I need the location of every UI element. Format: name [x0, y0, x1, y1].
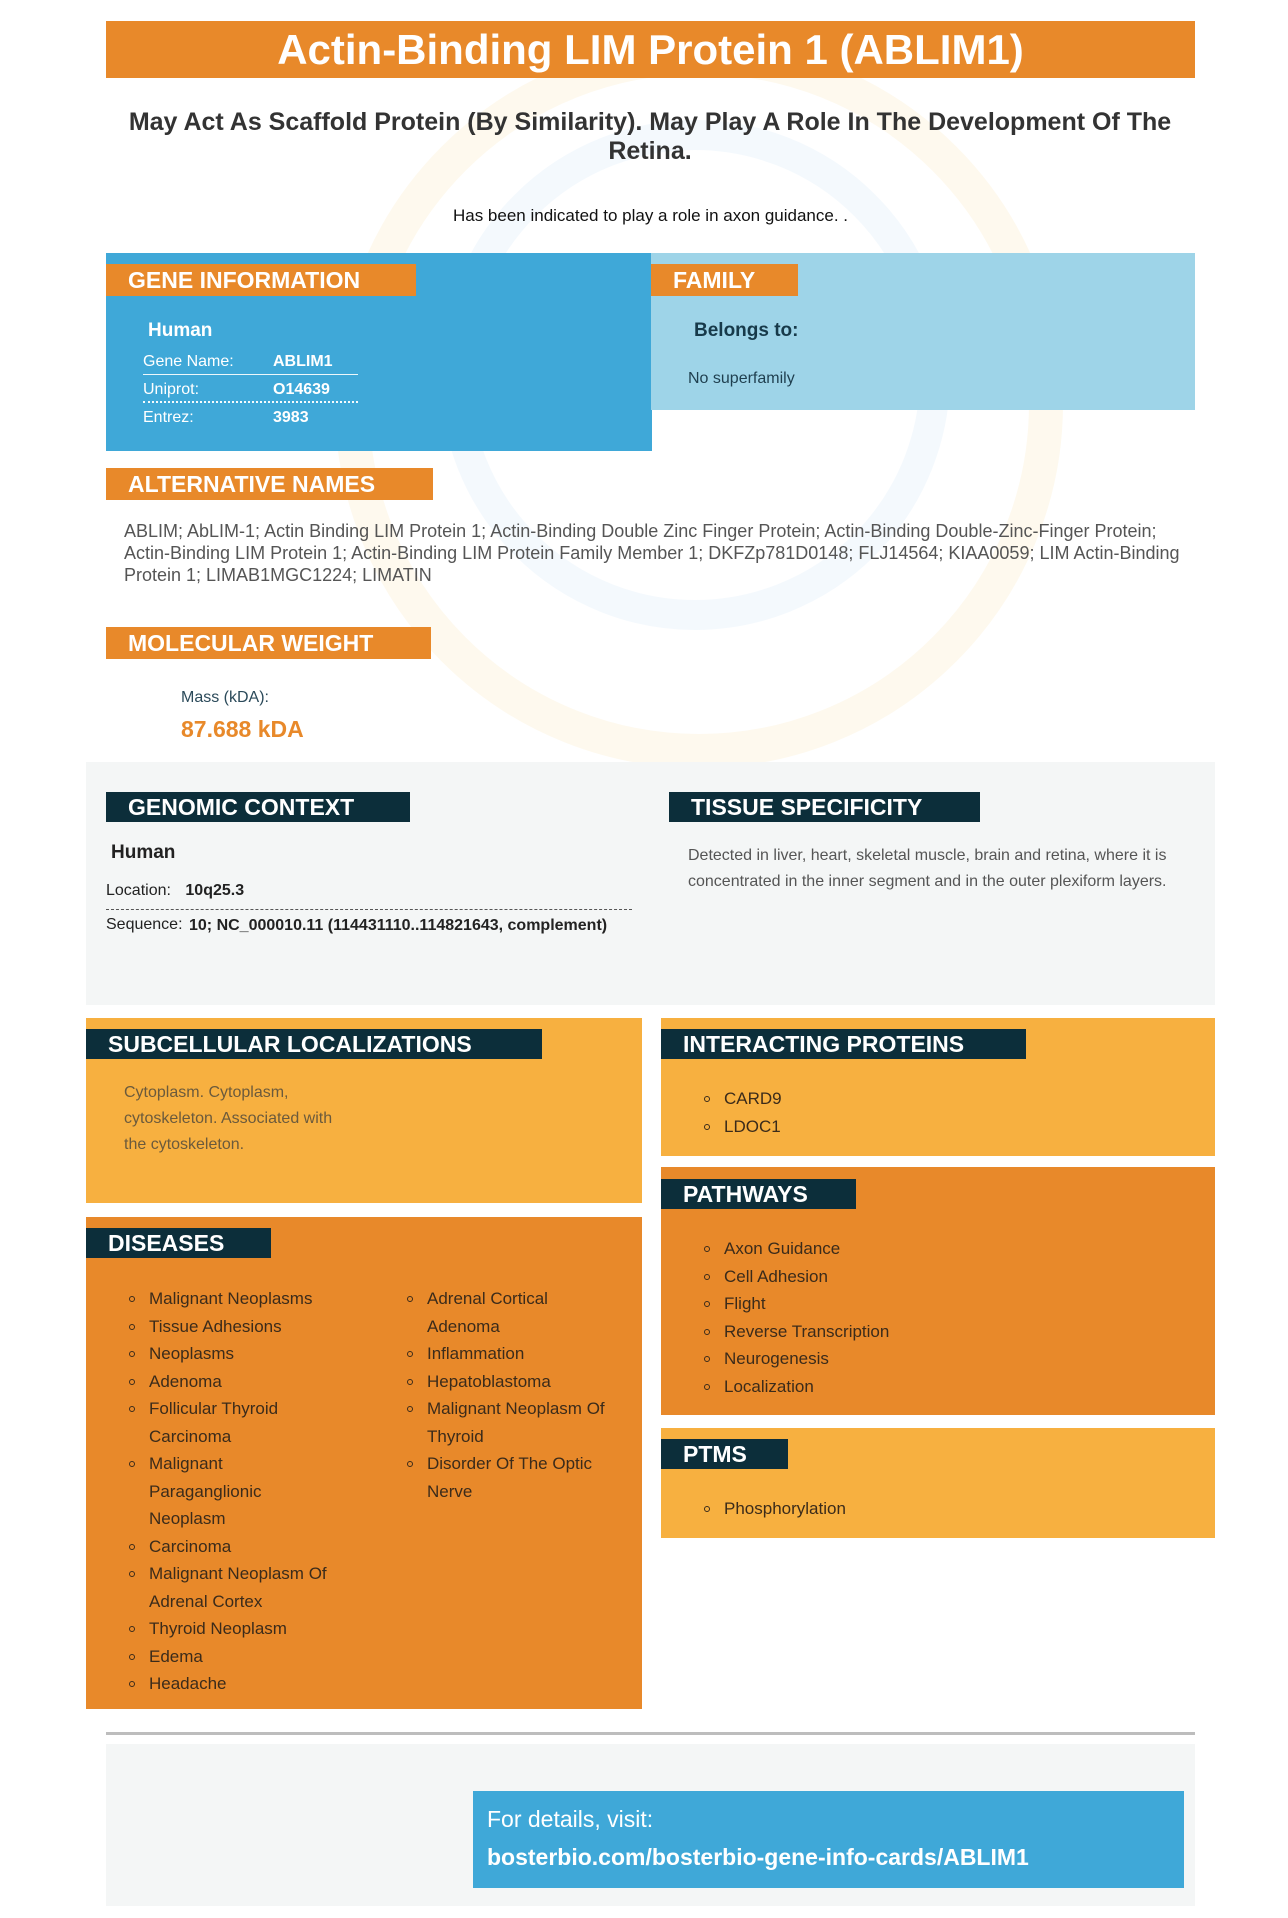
list-item: Adrenal Cortical Adenoma: [407, 1285, 567, 1340]
diseases-header: DISEASES: [86, 1228, 271, 1258]
location-value: 10q25.3: [185, 882, 245, 899]
interacting-proteins-header: INTERACTING PROTEINS: [661, 1029, 1026, 1059]
ptms-header: PTMS: [661, 1439, 788, 1469]
diseases-list-col1: [129, 1285, 344, 1698]
list-item: Edema: [129, 1643, 344, 1671]
uniprot-label: Uniprot:: [143, 381, 200, 398]
list-item: Localization: [704, 1373, 1004, 1401]
list-item: LDOC1: [704, 1113, 1004, 1141]
gene-information-header: GENE INFORMATION: [106, 264, 416, 296]
family-header: FAMILY: [651, 264, 798, 296]
list-item: Cell Adhesion: [704, 1263, 1004, 1291]
uniprot-value: O14639: [273, 381, 330, 398]
page-title: Actin-Binding LIM Protein 1 (ABLIM1): [106, 21, 1195, 78]
function-note: Has been indicated to play a role in axon guidance. .: [452, 206, 849, 225]
entrez-value: 3983: [273, 409, 309, 426]
list-item: Neurogenesis: [704, 1345, 1004, 1373]
list-item: Flight: [704, 1290, 1004, 1318]
gene-name-row: [143, 348, 358, 375]
molecular-weight-header: MOLECULAR WEIGHT: [106, 627, 431, 659]
mass-value: 87.688 kDA: [181, 716, 304, 742]
list-item: Neoplasms: [129, 1340, 344, 1368]
pathways-list: [704, 1235, 1004, 1400]
genomic-species: Human: [111, 842, 176, 863]
family-value: No superfamily: [688, 370, 795, 387]
location-label: Location:: [106, 882, 171, 899]
list-item: Inflammation: [407, 1340, 622, 1368]
subcellular-localizations-header: SUBCELLULAR LOCALIZATIONS: [86, 1029, 542, 1059]
list-item: Malignant Neoplasm Of Adrenal Cortex: [129, 1560, 349, 1615]
list-item: Malignant Neoplasms: [129, 1285, 344, 1313]
footer-divider: [106, 1732, 1195, 1735]
list-item: Thyroid Neoplasm: [129, 1615, 344, 1643]
list-item: Axon Guidance: [704, 1235, 1004, 1263]
list-item: Hepatoblastoma: [407, 1368, 622, 1396]
gene-name-value: ABLIM1: [273, 353, 333, 370]
protein-summary: May Act As Scaffold Protein (By Similarity). May Play A Role In The Development Of The Retina.: [128, 108, 1172, 165]
genomic-context-header: GENOMIC CONTEXT: [106, 792, 410, 822]
interacting-proteins-list: [704, 1085, 1004, 1140]
tissue-specificity-text: Detected in liver, heart, skeletal muscle, brain and retina, where it is concentrated in the inner segment and in the outer plexiform layers.: [688, 847, 1167, 890]
list-item: Reverse Transcription: [704, 1318, 1004, 1346]
alternative-names-text: ABLIM; AbLIM-1; Actin Binding LIM Protein 1; Actin-Binding Double Zinc Finger Protein; Actin-Binding Double-Zinc-Finger Protein; Actin-Binding LIM Protein 1; Actin-Binding LIM Protein Family Member 1; DKFZp781D0148; FLJ14564; KIAA0059; LIM Actin-Binding Protein 1; LIMAB1MGC1224; LIMATIN: [124, 521, 1180, 585]
family-belongs-label: Belongs to:: [694, 320, 799, 341]
location-row: [106, 882, 244, 900]
subcellular-localizations-text: Cytoplasm. Cytoplasm, cytoskeleton. Associated with the cytoskeleton.: [124, 1084, 333, 1153]
entrez-row: [143, 404, 358, 431]
alternative-names-header: ALTERNATIVE NAMES: [106, 468, 433, 500]
tissue-specificity-header: TISSUE SPECIFICITY: [669, 792, 980, 822]
pathways-header: PATHWAYS: [661, 1179, 856, 1209]
uniprot-row: [143, 376, 358, 403]
gene-name-label: Gene Name:: [143, 353, 234, 370]
list-item: CARD9: [704, 1085, 1004, 1113]
list-item: Follicular Thyroid Carcinoma: [129, 1395, 289, 1450]
list-item: Phosphorylation: [704, 1495, 1004, 1523]
gene-species: Human: [148, 320, 213, 341]
list-item: Malignant Neoplasm Of Thyroid: [407, 1395, 632, 1450]
details-label: For details, visit:: [487, 1806, 654, 1832]
ptms-list: [704, 1495, 1004, 1523]
sequence-value: 10; NC_000010.11 (114431110..114821643, complement): [189, 917, 608, 934]
sequence-label: Sequence:: [106, 916, 183, 933]
list-item: Adenoma: [129, 1368, 344, 1396]
list-item: Disorder Of The Optic Nerve: [407, 1450, 632, 1505]
diseases-list-col2: [407, 1285, 622, 1505]
mass-label: Mass (kDA):: [181, 689, 269, 706]
list-item: Headache: [129, 1670, 344, 1698]
list-item: Carcinoma: [129, 1533, 344, 1561]
list-item: Malignant Paraganglionic Neoplasm: [129, 1450, 279, 1533]
list-item: Tissue Adhesions: [129, 1313, 344, 1341]
details-link[interactable]: bosterbio.com/bosterbio-gene-info-cards/ABLIM1: [487, 1844, 1029, 1870]
entrez-label: Entrez:: [143, 409, 194, 426]
